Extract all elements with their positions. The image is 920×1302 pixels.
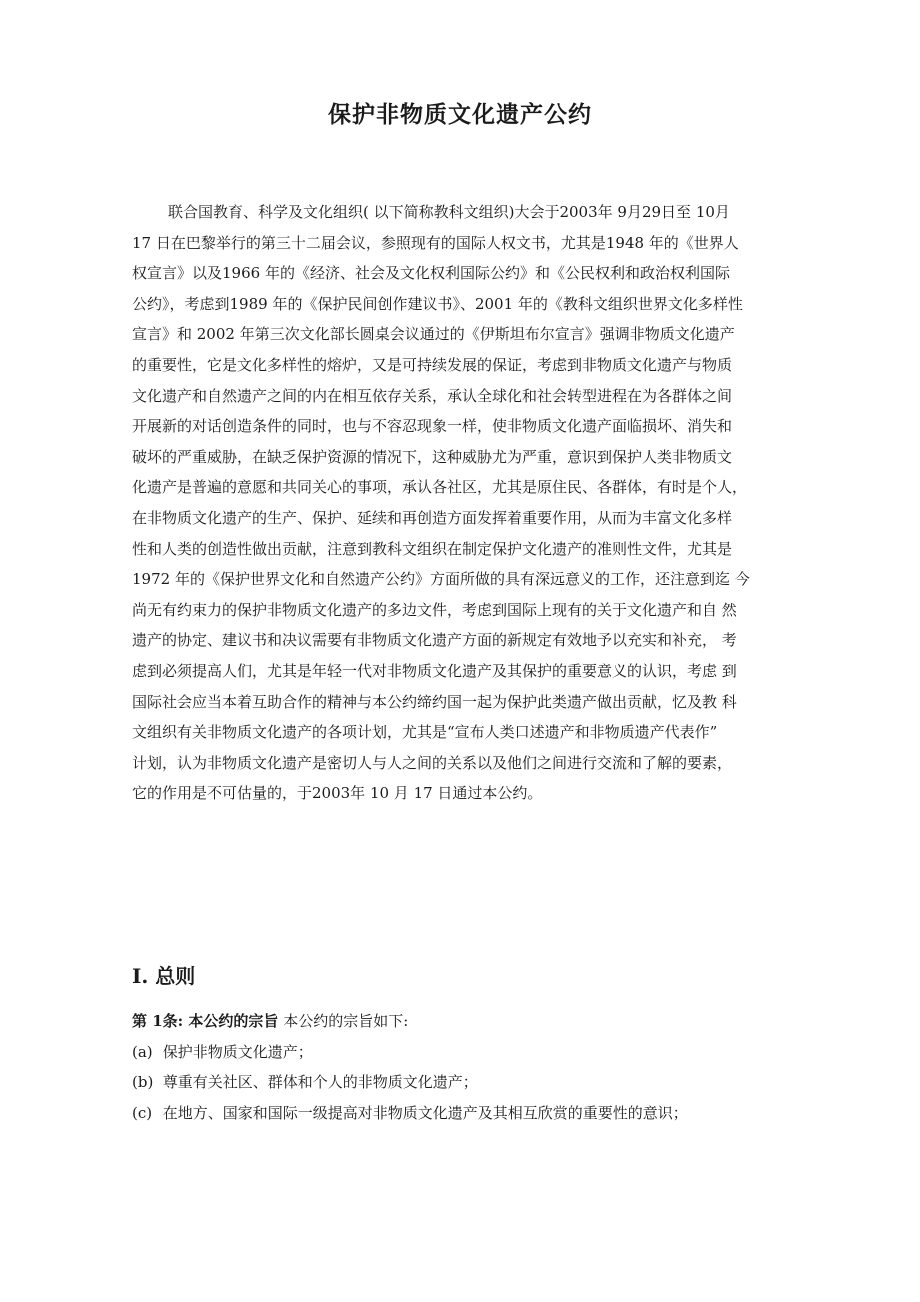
preamble-line: 它的作用是不可估量的，于2003年 10 月 17 日通过本公约。 xyxy=(132,784,543,803)
preamble-line: 1972 年的《保护世界文化和自然遗产公约》方面所做的具有深远意义的工作，还注意到迄 今 xyxy=(132,570,750,589)
section-heading: I. 总则 xyxy=(132,964,196,988)
list-item-label: (c) xyxy=(132,1103,153,1122)
preamble-line: 虑到必须提高人们，尤其是年轻一代对非物质文化遗产及其保护的重要意义的认识，考虑 到 xyxy=(132,661,737,680)
list-item-label: (b) xyxy=(132,1073,154,1092)
preamble-line: 破坏的严重威胁，在缺乏保护资源的情况下，这种威胁尤为严重，意识到保护人类非物质文 xyxy=(132,447,733,466)
preamble-line: 在非物质文化遗产的生产、保护、延续和再创造方面发挥着重要作用，从而为丰富文化多样 xyxy=(132,508,733,527)
article-intro: 本公约的宗旨如下: xyxy=(283,1012,409,1030)
preamble-line: 的重要性，它是文化多样性的熔炉，又是可持续发展的保证，考虑到非物质文化遗产与物质 xyxy=(132,355,733,374)
list-item-text: 保护非物质文化遗产； xyxy=(162,1042,313,1061)
preamble-line: 化遗产是普遍的意愿和共同关心的事项，承认各社区，尤其是原住民、各群体，有时是个人， xyxy=(132,478,748,497)
preamble-line: 计划，认为非物质文化遗产是密切人与人之间的关系以及他们之间进行交流和了解的要素， xyxy=(132,753,733,772)
list-item-text: 在地方、国家和国际一级提高对非物质文化遗产及其相互欣赏的重要性的意识； xyxy=(162,1103,688,1122)
preamble-line: 公约》，考虑到1989 年的《保护民间创作建议书》、2001 年的《教科文组织世界文化多样性 xyxy=(132,294,743,313)
article-heading: 第 1条: 本公约的宗旨 xyxy=(132,1012,279,1030)
article-1 xyxy=(132,1006,800,1128)
list-item-label: (a) xyxy=(132,1042,153,1061)
preamble-line: 文化遗产和自然遗产之间的内在相互依存关系，承认全球化和社会转型进程在为各群体之间 xyxy=(132,386,733,405)
list-item xyxy=(132,1098,800,1129)
list-item xyxy=(132,1067,800,1098)
preamble-line: 遗产的协定、建议书和决议需要有非物质文化遗产方面的新规定有效地予以充实和补充， 考 xyxy=(132,631,737,650)
preamble-line: 文组织有关非物质文化遗产的各项计划，尤其是“宣布人类口述遗产和非物质遗产代表作” xyxy=(132,723,718,742)
document-title: 保护非物质文化遗产公约 xyxy=(328,101,592,128)
list-item xyxy=(132,1037,800,1068)
preamble-line: 尚无有约束力的保护非物质文化遗产的多边文件，考虑到国际上现有的关于文化遗产和自 然 xyxy=(132,600,737,619)
preamble-line: 国际社会应当本着互助合作的精神与本公约缔约国一起为保护此类遗产做出贡献，忆及教 科 xyxy=(132,692,737,711)
list-item-text: 尊重有关社区、群体和个人的非物质文化遗产； xyxy=(162,1073,478,1092)
preamble-line: 性和人类的创造性做出贡献，注意到教科文组织在制定保护文化遗产的准则性文件，尤其是 xyxy=(132,539,733,558)
preamble-line: 联合国教育、科学及文化组织( 以下简称教科文组织)大会于2003年 9月29日至 10月 xyxy=(168,203,730,221)
preamble-line: 宣言》和 2002 年第三次文化部长圆桌会议通过的《伊斯坦布尔宣言》强调非物质文化遗产 xyxy=(132,325,735,344)
preamble-paragraph xyxy=(132,197,800,809)
article-1-intro-line xyxy=(132,1006,800,1037)
preamble-line: 开展新的对话创造条件的同时，也与不容忍现象一样，使非物质文化遗产面临损坏、消失和 xyxy=(132,417,733,436)
preamble-line: 权宣言》以及1966 年的《经济、社会及文化权利国际公约》和《公民权利和政治权利国际 xyxy=(132,264,730,283)
preamble-line: 17 日在巴黎举行的第三十二届会议，参照现有的国际人权文书，尤其是1948 年的《世界人 xyxy=(132,233,739,252)
